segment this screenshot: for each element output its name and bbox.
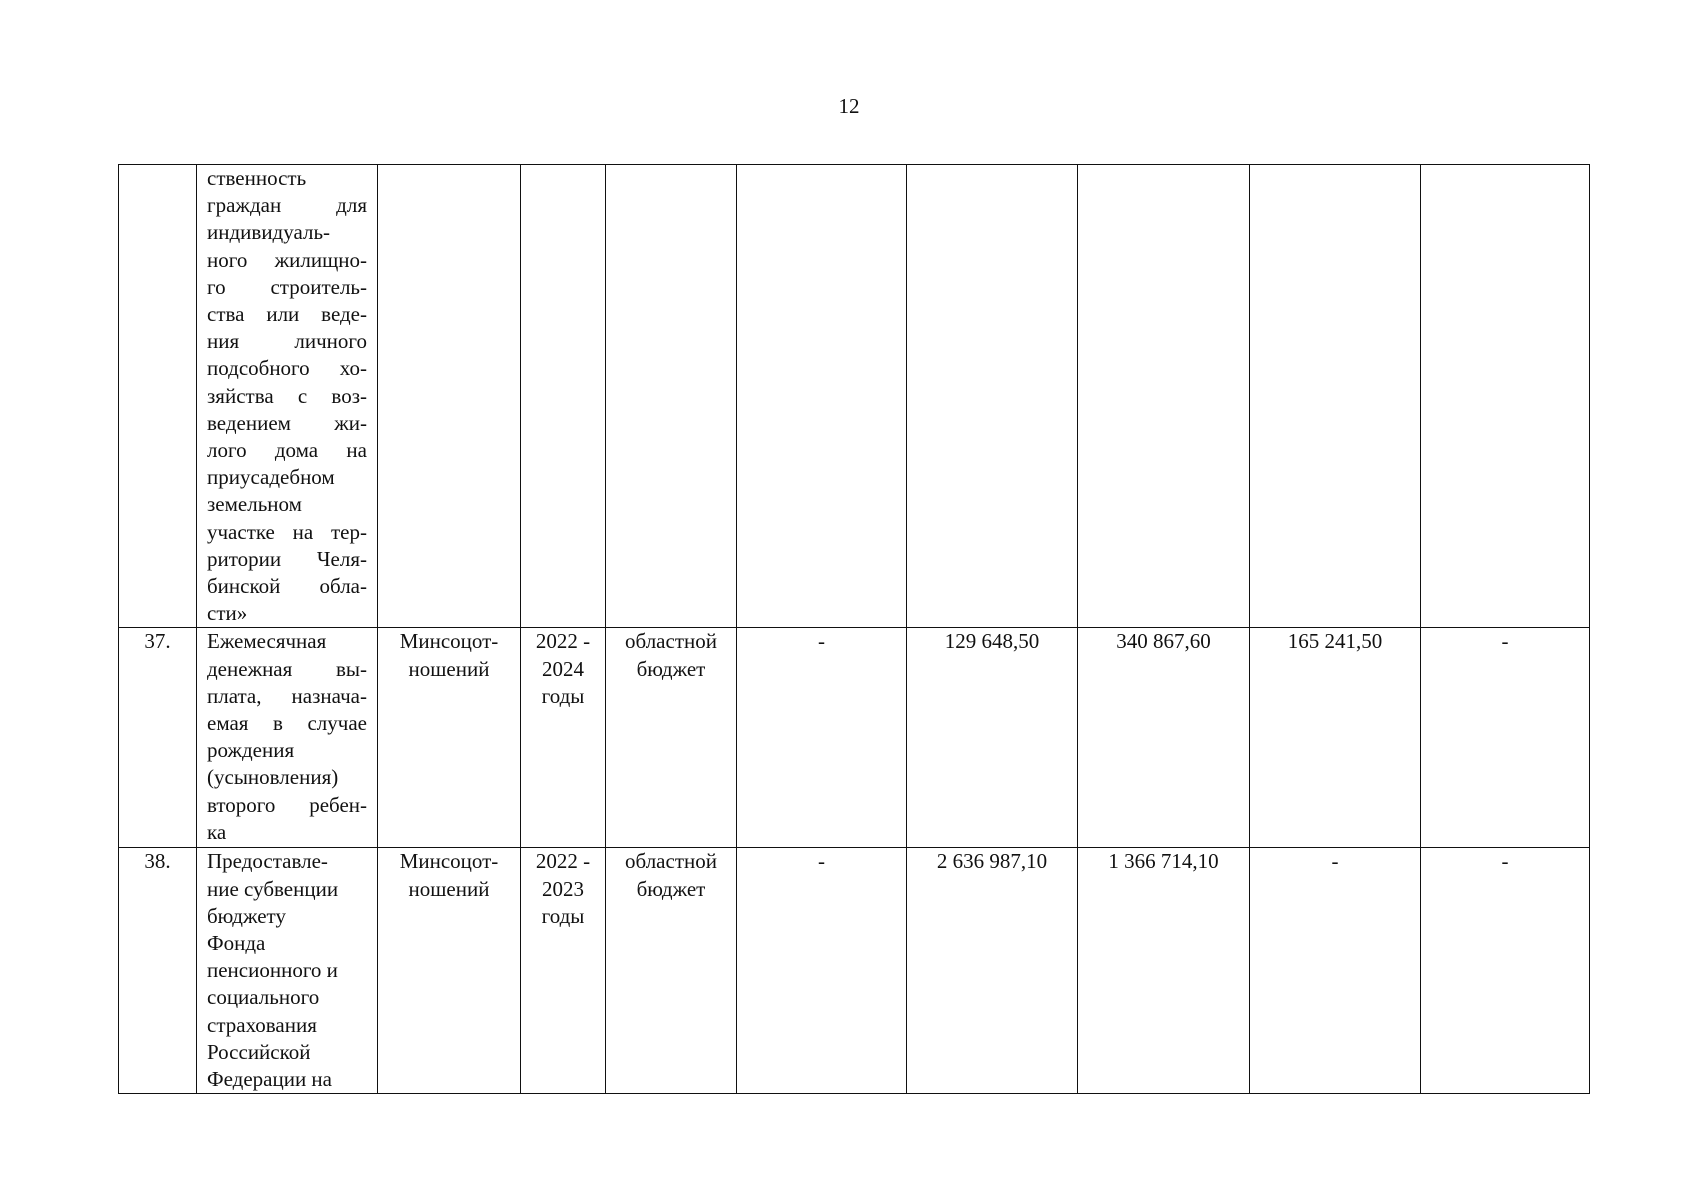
funding-source-line: областной: [625, 849, 717, 874]
measure-name-line: Фонда: [207, 931, 266, 956]
funding-source-line: областной: [625, 629, 717, 654]
value-cell: -: [1250, 848, 1421, 1094]
measure-name-line: Российской: [207, 1039, 311, 1064]
term-cell: [521, 848, 606, 1094]
term-line: годы: [541, 683, 585, 708]
measure-name-line: Предоставле-: [207, 849, 328, 874]
value-cell: [1078, 165, 1250, 628]
value-cell: [907, 165, 1078, 628]
measure-name-line: приусадебном: [207, 465, 335, 490]
measure-name-line: ственность: [207, 166, 307, 190]
measure-name-line: ния личного: [207, 329, 367, 354]
term-cell: [521, 165, 606, 628]
term-line: годы: [541, 903, 585, 928]
value-cell: 2 636 987,10: [907, 848, 1078, 1094]
executor-cell: [378, 165, 521, 628]
measure-name-line: ства или веде-: [207, 302, 367, 327]
value-cell: [1250, 165, 1421, 628]
term-line: 2024: [542, 656, 584, 681]
executor-cell: [378, 628, 521, 848]
executor-line: Минсоцот-: [399, 849, 499, 874]
measure-name-line: пенсионного и: [207, 958, 338, 983]
term-line: 2023: [542, 876, 584, 901]
value-cell: 165 241,50: [1250, 628, 1421, 848]
measure-name-line: участке на тер-: [207, 519, 367, 544]
funding-source-cell: [606, 848, 737, 1094]
executor-line: ношений: [408, 656, 490, 681]
value-cell: 129 648,50: [907, 628, 1078, 848]
measure-name-line: рождения: [207, 738, 295, 763]
table-row: [119, 165, 1590, 628]
measure-name-cell: [197, 165, 378, 628]
value-cell: -: [1421, 628, 1590, 848]
measure-name-line: емая в случае: [207, 711, 367, 736]
measure-name-line: граждан для: [207, 193, 367, 218]
value-cell: -: [737, 628, 907, 848]
measure-name-line: ного жилищно-: [207, 247, 367, 272]
row-number-cell: [119, 165, 197, 628]
measure-name-line: ка: [207, 819, 227, 844]
measure-name-line: сти»: [207, 601, 248, 626]
funding-source-cell: [606, 628, 737, 848]
measure-name-line: бюджету: [207, 903, 286, 928]
row-number-cell: 38.: [119, 848, 197, 1094]
funding-source-line: бюджет: [636, 876, 706, 901]
measure-name-line: зяйства с воз-: [207, 383, 367, 408]
executor-line: ношений: [408, 876, 490, 901]
executor-line: Минсоцот-: [399, 629, 499, 654]
table-row: [119, 628, 1590, 848]
term-line: 2022 -: [535, 849, 591, 874]
table-row: [119, 848, 1590, 1094]
measure-name-line: бинской обла-: [207, 574, 367, 599]
measure-name-line: подсобного хо-: [207, 356, 367, 381]
term-line: 2022 -: [535, 629, 591, 654]
measure-name-line: индивидуаль-: [207, 220, 331, 245]
measure-name-cell: [197, 848, 378, 1094]
value-cell: -: [737, 848, 907, 1094]
program-table: [118, 164, 1590, 1094]
measure-name-line: денежная вы-: [207, 656, 367, 681]
measure-name-line: ведением жи-: [207, 410, 367, 435]
measure-name-line: (усыновления): [207, 765, 339, 790]
measure-name-line: ритории Челя-: [207, 546, 367, 571]
value-cell: 1 366 714,10: [1078, 848, 1250, 1094]
measure-name-line: ние субвенции: [207, 876, 339, 901]
funding-source-cell: [606, 165, 737, 628]
measure-name-line: социального: [207, 985, 320, 1010]
measure-name-line: лого дома на: [207, 438, 367, 463]
row-number-cell: 37.: [119, 628, 197, 848]
measure-name-line: го строитель-: [207, 274, 367, 299]
measure-name-line: второго ребен-: [207, 792, 367, 817]
measure-name-line: земельном: [207, 492, 302, 517]
measure-name-line: Федерации на: [207, 1067, 332, 1092]
value-cell: [1421, 165, 1590, 628]
executor-cell: [378, 848, 521, 1094]
value-cell: -: [1421, 848, 1590, 1094]
term-cell: [521, 628, 606, 848]
page-number: 12: [838, 94, 860, 118]
funding-source-line: бюджет: [636, 656, 706, 681]
value-cell: [737, 165, 907, 628]
measure-name-line: страхования: [207, 1012, 317, 1037]
measure-name-line: плата, назнача-: [207, 683, 367, 708]
measure-name-line: Ежемесячная: [207, 629, 327, 654]
value-cell: 340 867,60: [1078, 628, 1250, 848]
measure-name-cell: [197, 628, 378, 848]
